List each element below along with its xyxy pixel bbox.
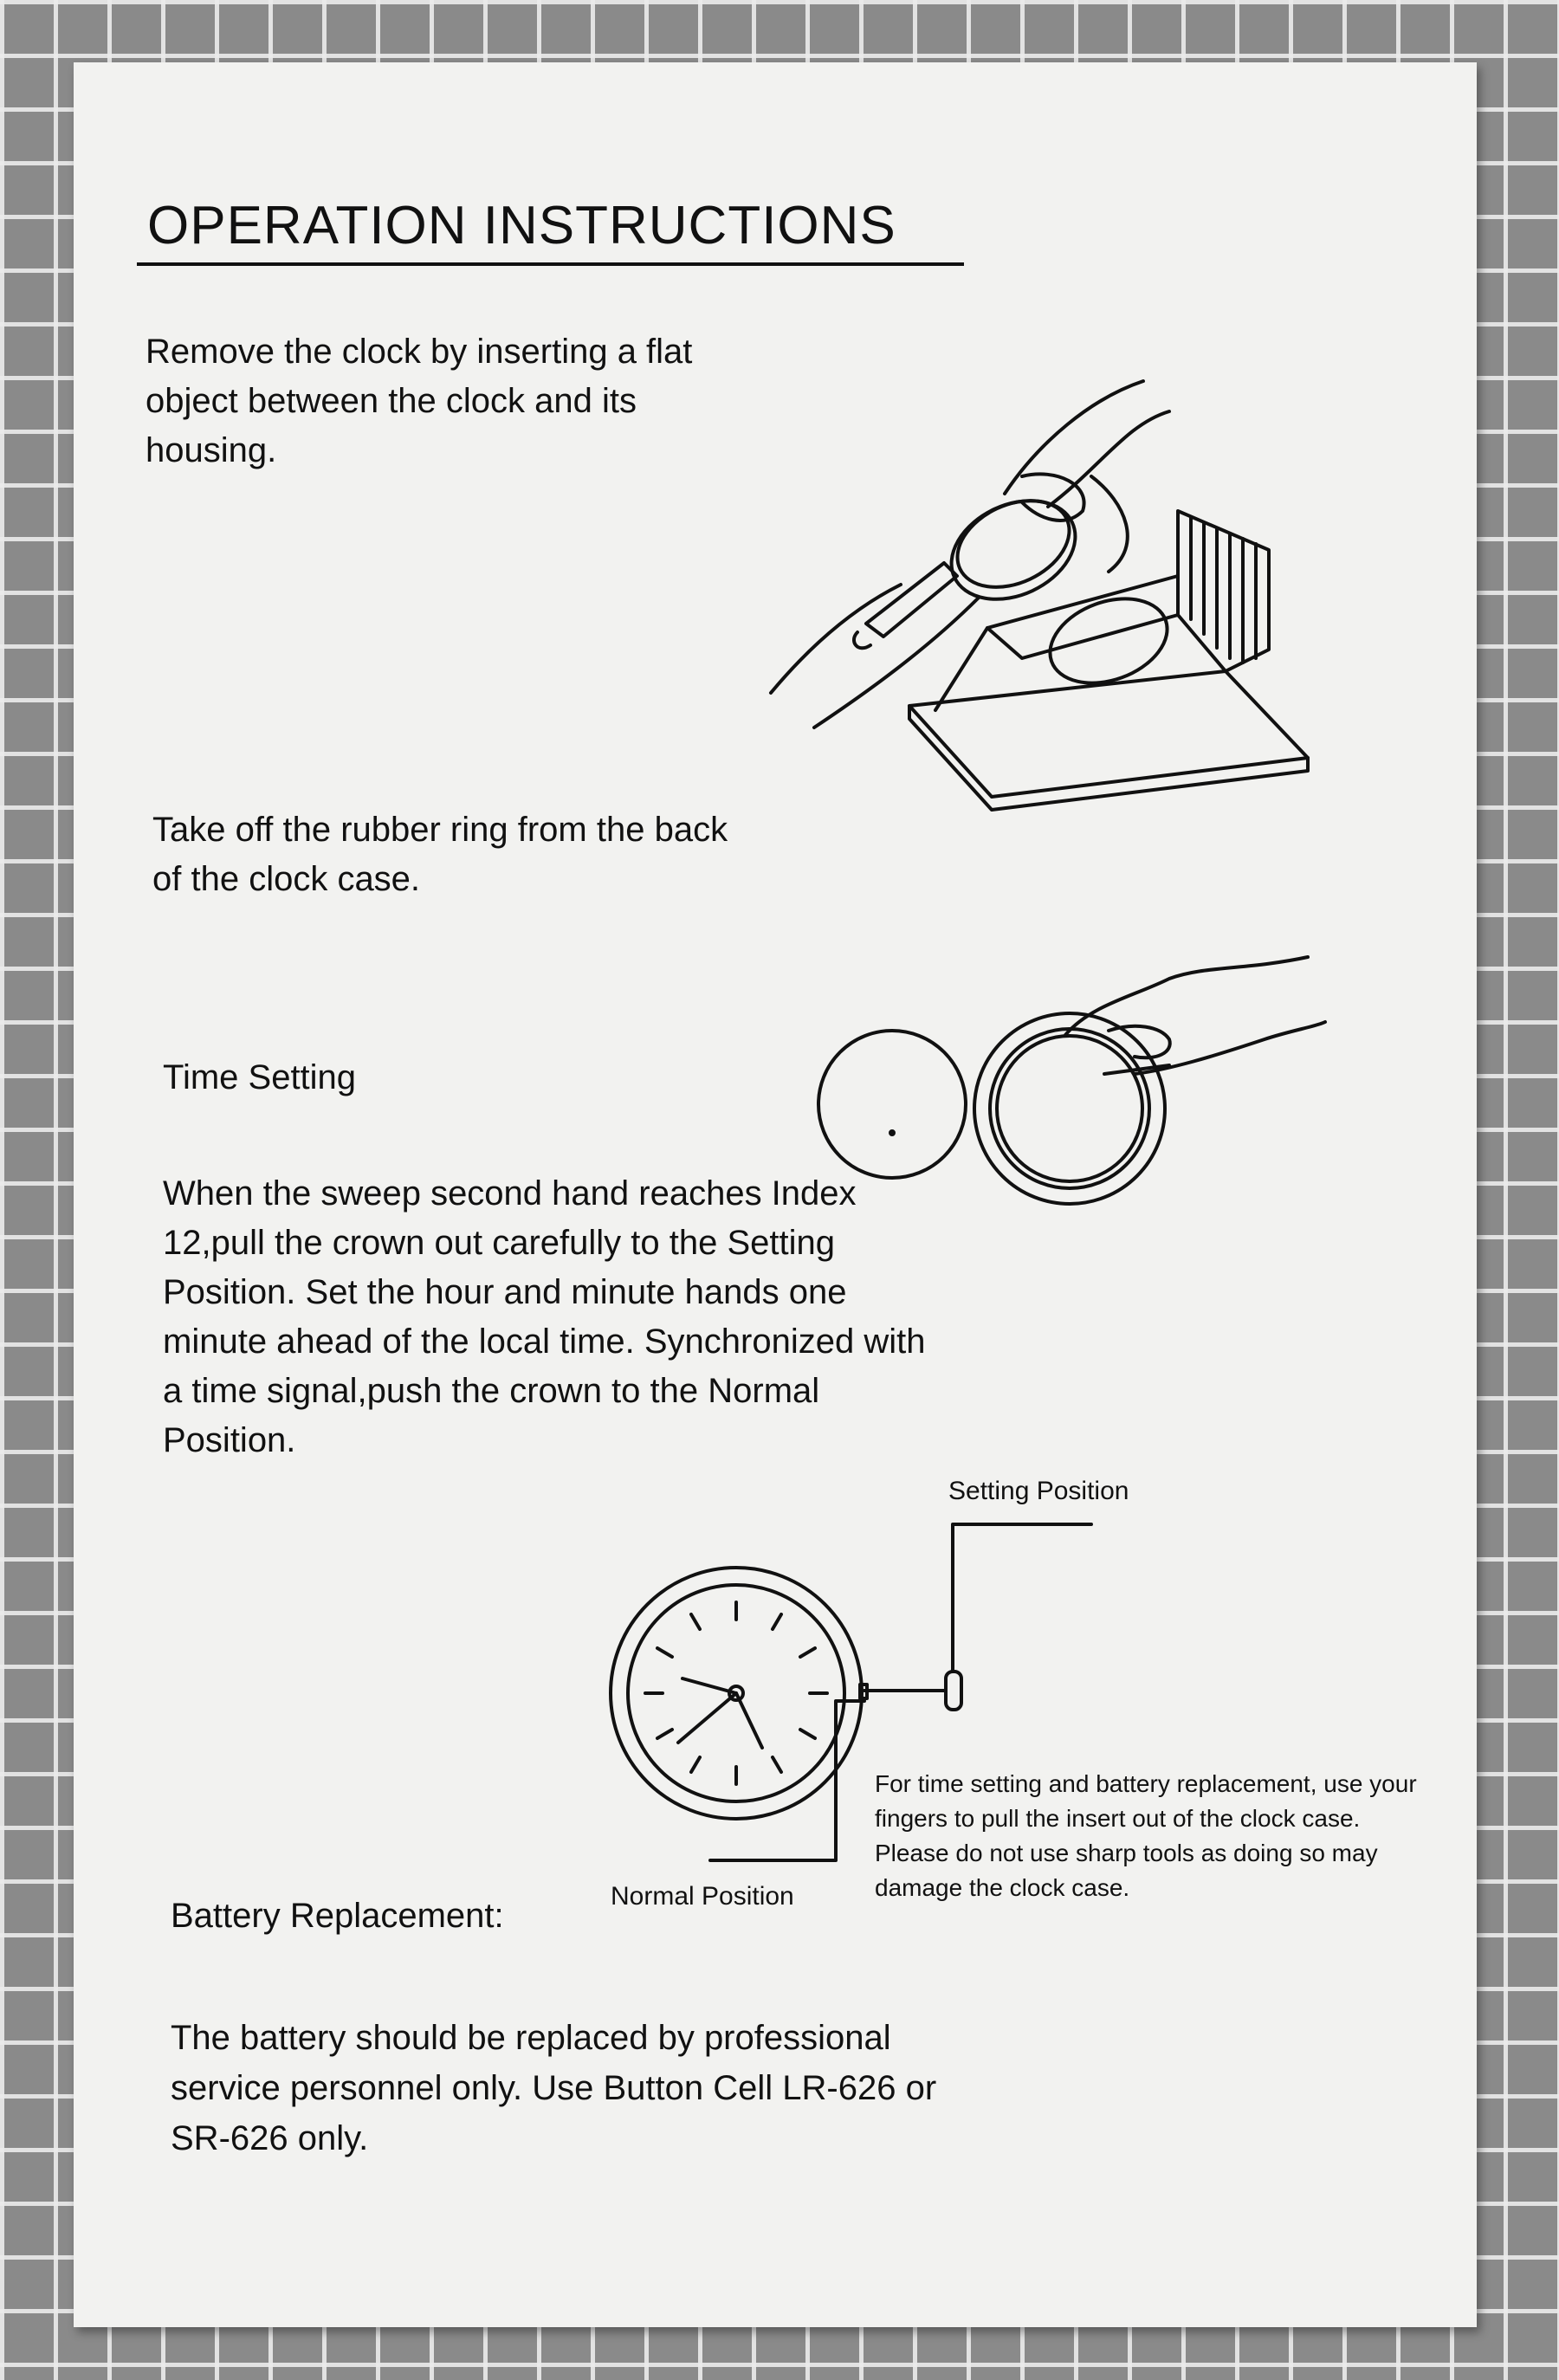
step-remove-clock-text: Remove the clock by inserting a flat object between the clock and its housing. [146, 333, 693, 469]
remove-clock-illustration [762, 364, 1386, 814]
battery-note-text: For time setting and battery replacement, use your fingers to pull the insert out of the clock case. Please do not use sharp tools as doing so may damage the clock case. [875, 1770, 1417, 1901]
time-setting-heading: Time Setting [163, 1058, 357, 1096]
page-title: OPERATION INSTRUCTIONS [147, 196, 896, 255]
time-setting-text: When the sweep second hand reaches Index 12,pull the crown out carefully to the Setting Position. Set the hour and minute hands one minute ahead of the local time. Synchronized with a time signal,push the crown to the Normal Position. [163, 1174, 926, 1459]
battery-heading: Battery Replacement: [171, 1897, 504, 1935]
setting-position-label: Setting Position [948, 1477, 1129, 1505]
title-underline [137, 262, 964, 266]
step-rubber-ring-text: Take off the rubber ring from the back of the clock case. [152, 811, 728, 898]
battery-text: The battery should be replaced by professional service personnel only. Use Button Cell LR-626 or SR-626 only. [171, 2019, 937, 2157]
normal-position-label: Normal Position [611, 1882, 794, 1911]
